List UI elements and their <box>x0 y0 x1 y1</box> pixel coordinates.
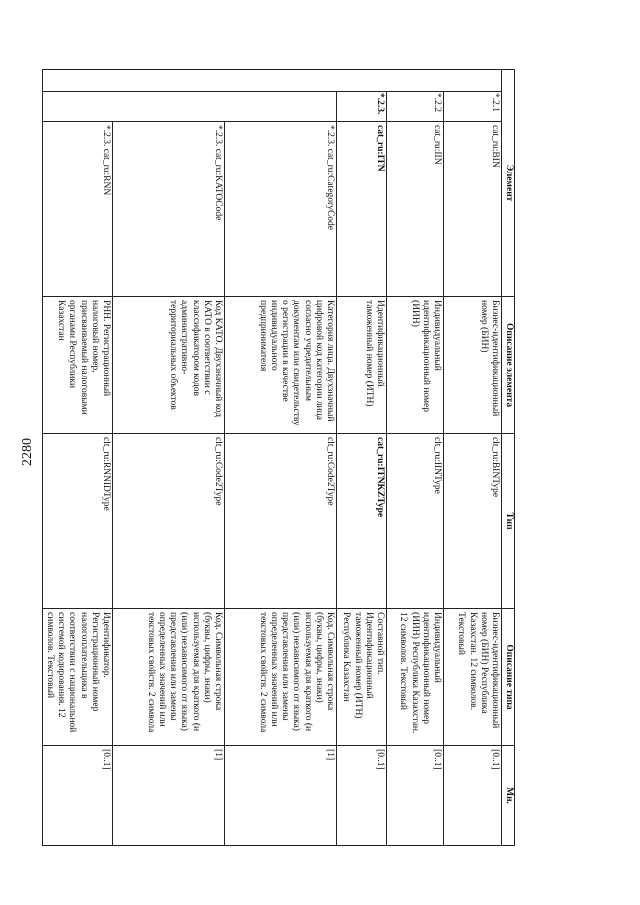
blank-cell <box>337 70 387 92</box>
row-number: *.2.3. <box>101 125 111 147</box>
type-description: Составной тип. Идентификационный таможенный номер (ИТН) Республика Казахстан <box>337 609 387 746</box>
row-number: *.2.3. <box>337 92 387 122</box>
table-row <box>337 70 387 846</box>
table-row <box>42 70 112 846</box>
element-cell <box>42 122 112 297</box>
table-row <box>387 70 444 846</box>
multiplicity: [1] <box>225 746 337 846</box>
element-description: Код КАТО. Двухзначный код КАТО в соответствии с классификатором кодов административно-территориальных объектов <box>113 297 225 434</box>
element-name: cat_ru:KATOCode <box>213 148 223 221</box>
header-element: Элемент <box>502 70 515 297</box>
element-description: Идентификационный таможенный номер (ИТН) <box>337 297 387 434</box>
type-description: Бизнес-идентификационный номер (БИН) Республика Казахстан. 12 символов. Текстовый <box>444 609 502 746</box>
table-row <box>113 70 225 846</box>
element-description: РНН. Регистрационный налоговый номер, присваиваемый налоговыми органами Республики Казахстан <box>42 297 112 434</box>
element-name: cat_ru:RNN <box>101 148 111 196</box>
type-description: Идентификатор. Регистрационный номер налогоплательщика в соответствии с национальной системой кодирования. 12 символов. Текстовый <box>42 609 112 746</box>
type-name: clt_ru:RNNIDType <box>42 434 112 609</box>
blank-cell <box>225 70 337 92</box>
type-name: clt_ru:IINType <box>387 434 444 609</box>
element-description: Индивидуальный идентификационный номер (ИИН) <box>387 297 444 434</box>
element-description: Бизнес-идентификационный номер (БИН) <box>444 297 502 434</box>
blank-cell <box>42 70 112 92</box>
row-number: *.2.3. <box>213 125 223 147</box>
blank-cell <box>42 92 112 122</box>
blank-cell <box>113 92 225 122</box>
header-type-description: Описание типа <box>502 609 515 746</box>
multiplicity: [1] <box>113 746 225 846</box>
element-description: Категория лица. Двухзначный цифровой код категории лица согласно учредительным документам или свидетельству о регистрации в качестве индивидуального предпринимателя <box>225 297 337 434</box>
multiplicity: [0..1] <box>387 746 444 846</box>
table-row <box>444 70 502 846</box>
blank-cell <box>444 70 502 92</box>
type-name: clt_ru:BINType <box>444 434 502 609</box>
element-name: cat_ru:BIN <box>444 122 502 297</box>
schema-table <box>42 69 515 846</box>
type-name: cat_ru:ITNKZType <box>337 434 387 609</box>
rotated-table-container <box>44 69 515 845</box>
type-description: Код. Символьная строка (буквы, цифры, знаки) используемая для краткого (и (или) независимого от языка) представления или замены определенных значений или текстовых свойств. 2 символа <box>225 609 337 746</box>
multiplicity: [0..1] <box>337 746 387 846</box>
element-name: cat_ru:CategoryCode <box>325 148 335 231</box>
multiplicity: [0..1] <box>42 746 112 846</box>
header-multiplicity: Мн. <box>502 746 515 846</box>
type-description: Код. Символьная строка (буквы, цифры, знаки) используемая для краткого (и (или) независимого от языка) представления или замены определенных значений или текстовых свойств. 2 символа <box>113 609 225 746</box>
element-cell <box>113 122 225 297</box>
type-description: Индивидуальный идентификационный номер (ИИН) Республика Казахстан. 12 символов. Текстовый <box>387 609 444 746</box>
header-row <box>502 70 515 846</box>
element-name: cat_ru:ITN <box>337 122 387 297</box>
header-element-description: Описание элемента <box>502 297 515 434</box>
row-number: *.2.2 <box>387 92 444 122</box>
page-number: 2280 <box>20 438 35 466</box>
type-name: clt_ru:Code2Type <box>113 434 225 609</box>
blank-cell <box>113 70 225 92</box>
multiplicity: [0..1] <box>444 746 502 846</box>
element-cell <box>225 122 337 297</box>
header-type: Тип <box>502 434 515 609</box>
row-number: *.2.3. <box>325 125 335 147</box>
blank-cell <box>387 70 444 92</box>
element-name: cat_ru:IIN <box>387 122 444 297</box>
blank-cell <box>225 92 337 122</box>
table-row <box>225 70 337 846</box>
row-number: *.2.1 <box>444 92 502 122</box>
type-name: clt_ru:Code2Type <box>225 434 337 609</box>
